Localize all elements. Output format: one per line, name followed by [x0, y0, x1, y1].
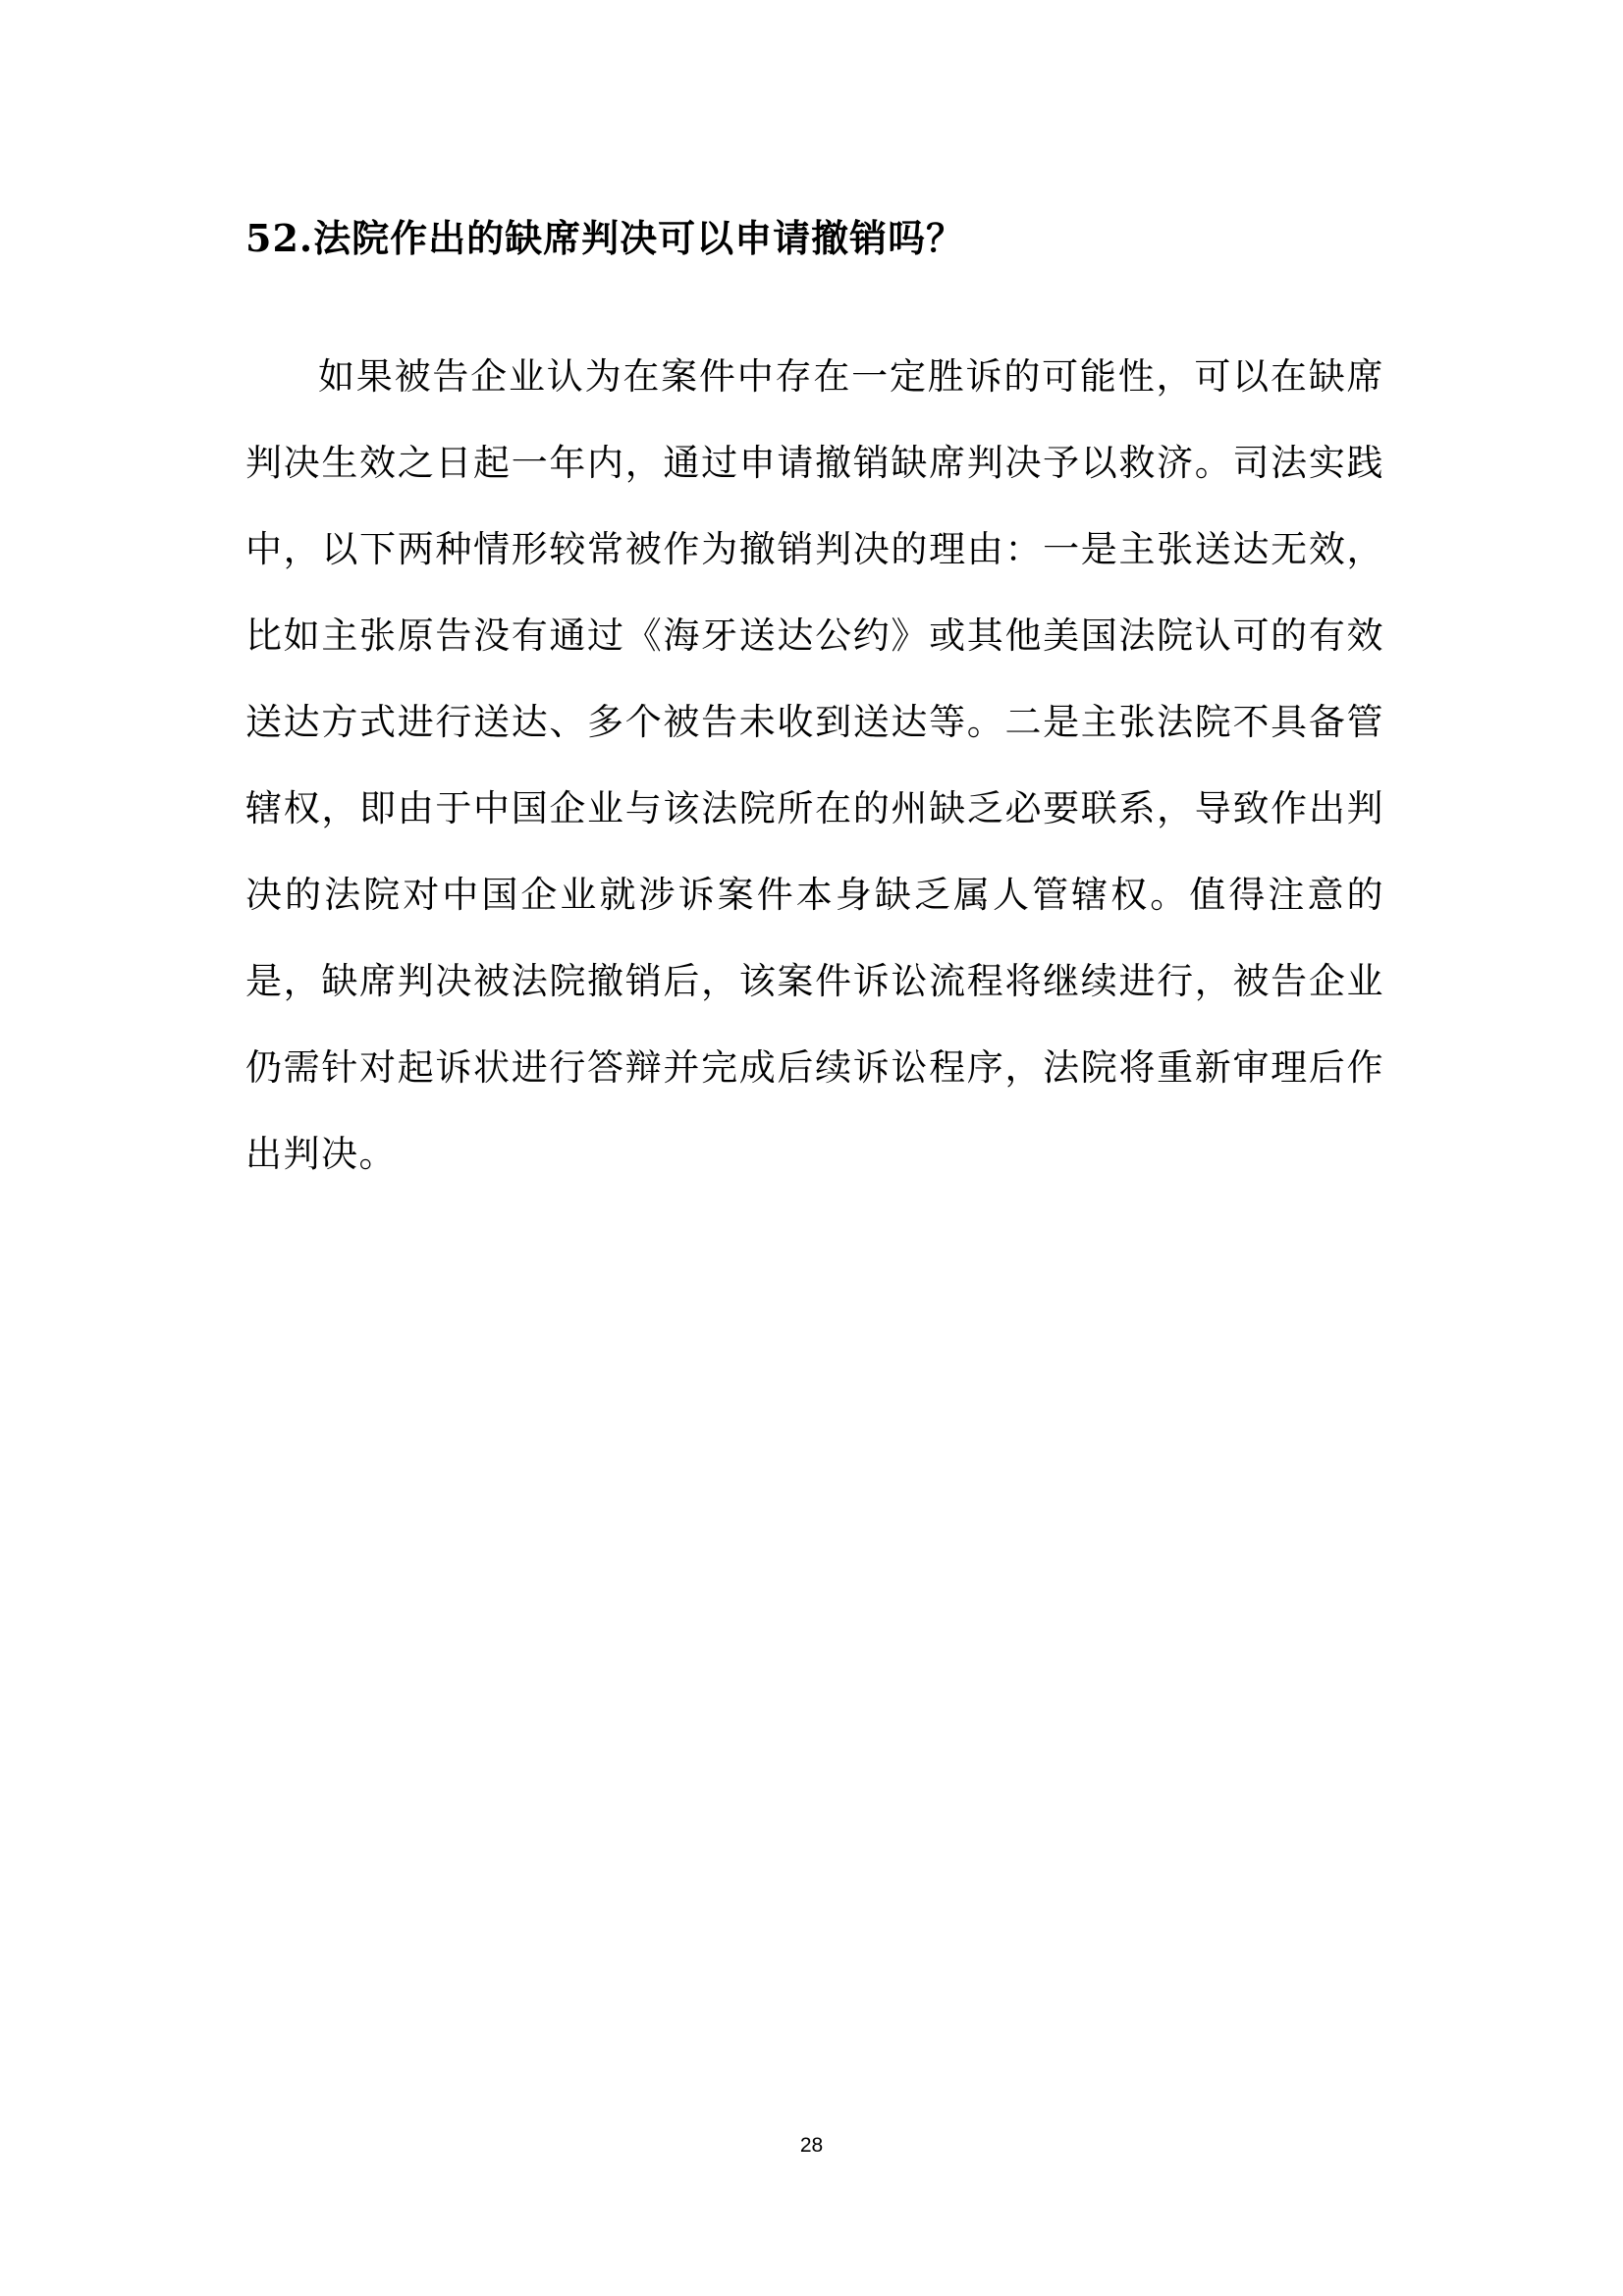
body-paragraph: 如果被告企业认为在案件中存在一定胜诉的可能性，可以在缺席判决生效之日起一年内，通过申请撤销缺席判决予以救济。司法实践中，以下两种情形较常被作为撤销判决的理由：一是主张送达无效，比如主张原告没有通过《海牙送达公约》或其他美国法院认可的有效送达方式进行送达、多个被告未收到送达等。二是主张法院不具备管辖权，即由于中国企业与该法院所在的州缺乏必要联系，导致作出判决的法院对中国企业就涉诉案件本身缺乏属人管辖权。值得注意的是，缺席判决被法院撤销后，该案件诉讼流程将继续进行，被告企业仍需针对起诉状进行答辩并完成后续诉讼程序，法院将重新审理后作出判决。: [245, 355, 1384, 1175]
page-number: 28: [799, 2134, 824, 2157]
section-heading: 52.法院作出的缺席判决可以申请撤销吗？: [245, 216, 965, 260]
